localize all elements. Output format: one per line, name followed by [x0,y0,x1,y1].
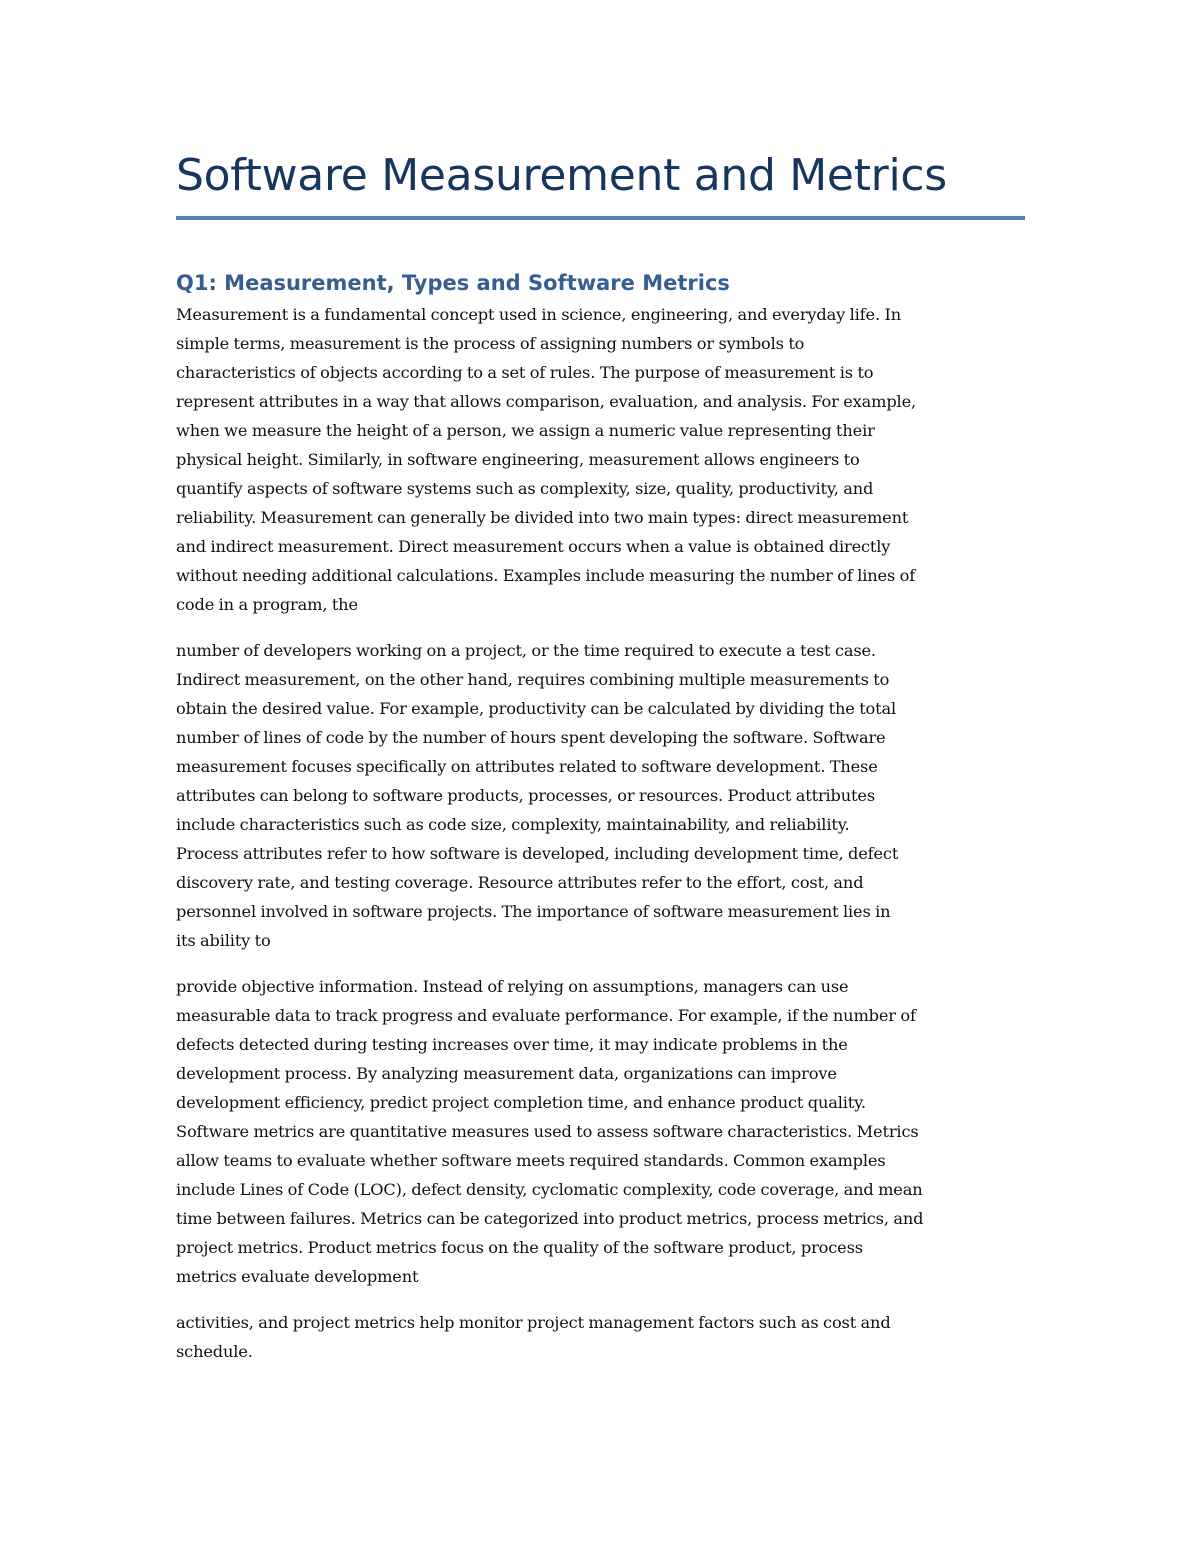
paragraph-line: measurement focuses specifically on attributes related to software development. These [176,757,878,776]
paragraph-line: number of lines of code by the number of hours spent developing the software. Software [176,728,886,747]
body-paragraph [176,1308,1026,1366]
title-underline-rule [176,216,1025,220]
paragraph-line: obtain the desired value. For example, productivity can be calculated by dividing the total [176,699,897,718]
paragraph-line: when we measure the height of a person, we assign a numeric value representing their [176,421,875,440]
paragraph-line: number of developers working on a project, or the time required to execute a test case. [176,641,876,660]
paragraph-line: defects detected during testing increases over time, it may indicate problems in the [176,1035,848,1054]
paragraph-line: personnel involved in software projects. The importance of software measurement lies in [176,902,891,921]
paragraph-line: and indirect measurement. Direct measurement occurs when a value is obtained directly [176,537,891,556]
paragraph-line: reliability. Measurement can generally be divided into two main types: direct measurement [176,508,909,527]
paragraph-line: include characteristics such as code size, complexity, maintainability, and reliability. [176,815,850,834]
paragraph-line: its ability to [176,931,271,950]
paragraph-line: code in a program, the [176,595,358,614]
paragraph-line: measurable data to track progress and evaluate performance. For example, if the number of [176,1006,916,1025]
paragraph-line: characteristics of objects according to a set of rules. The purpose of measurement is to [176,363,874,382]
paragraph-line: without needing additional calculations. Examples include measuring the number of lines of [176,566,916,585]
paragraph-line: discovery rate, and testing coverage. Resource attributes refer to the effort, cost, and [176,873,864,892]
paragraph-line: represent attributes in a way that allows comparison, evaluation, and analysis. For example, [176,392,916,411]
paragraph-line: physical height. Similarly, in software engineering, measurement allows engineers to [176,450,860,469]
paragraph-line: provide objective information. Instead of relying on assumptions, managers can use [176,977,849,996]
paragraph-line: activities, and project metrics help monitor project management factors such as cost and [176,1313,891,1332]
paragraph-line: metrics evaluate development [176,1267,419,1286]
paragraph-line: attributes can belong to software products, processes, or resources. Product attributes [176,786,875,805]
document-title: Software Measurement and Metrics [176,150,947,201]
paragraph-line: include Lines of Code (LOC), defect density, cyclomatic complexity, code coverage, and mean [176,1180,923,1199]
paragraph-line: development process. By analyzing measurement data, organizations can improve [176,1064,837,1083]
paragraph-line: Indirect measurement, on the other hand, requires combining multiple measurements to [176,670,890,689]
paragraph-line: Software metrics are quantitative measures used to assess software characteristics. Metrics [176,1122,919,1141]
paragraph-line: allow teams to evaluate whether software meets required standards. Common examples [176,1151,886,1170]
document-body [176,140,1026,1366]
paragraph-line: schedule. [176,1342,253,1361]
section-heading: Q1: Measurement, Types and Software Metrics [176,271,730,295]
paragraph-line: project metrics. Product metrics focus on the quality of the software product, process [176,1238,863,1257]
paragraph-line: development efficiency, predict project completion time, and enhance product quality. [176,1093,866,1112]
paragraph-line: quantify aspects of software systems such as complexity, size, quality, productivity, and [176,479,874,498]
paragraph-line: Process attributes refer to how software is developed, including development time, defect [176,844,899,863]
section-paragraphs [176,300,1026,1366]
body-paragraph [176,972,1026,1291]
paragraph-line: Measurement is a fundamental concept used in science, engineering, and everyday life. In [176,305,901,324]
paragraph-line: simple terms, measurement is the process of assigning numbers or symbols to [176,334,805,353]
body-paragraph [176,300,1026,619]
body-paragraph [176,636,1026,955]
paragraph-line: time between failures. Metrics can be categorized into product metrics, process metrics, and [176,1209,924,1228]
